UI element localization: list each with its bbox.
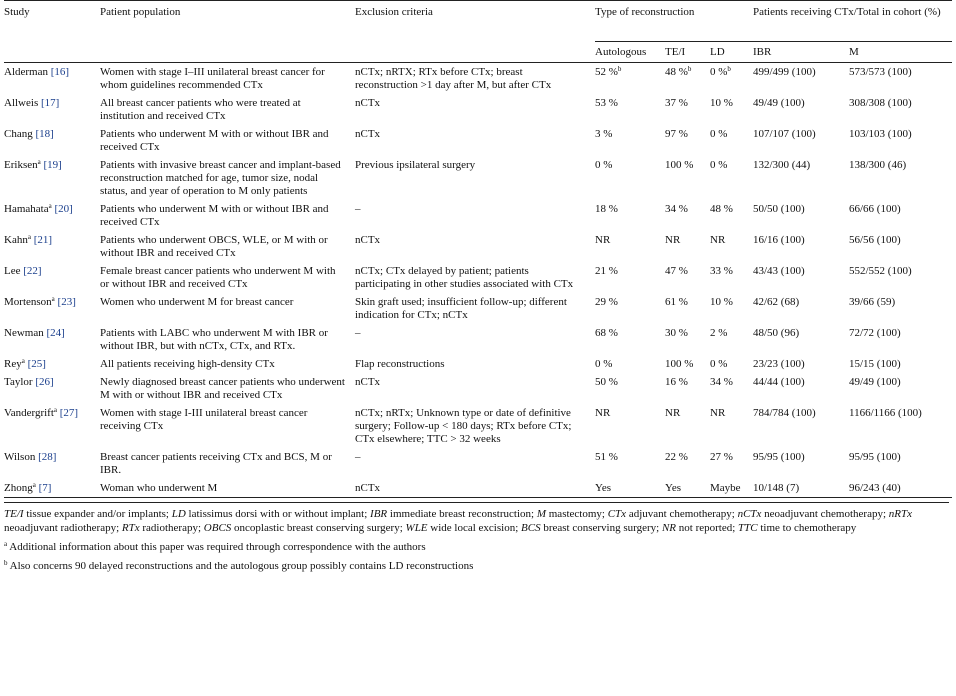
ld-cell bbox=[710, 63, 753, 95]
autologous-cell bbox=[595, 63, 665, 95]
abbr-definition: latissimus dorsi with or without implant; bbox=[188, 508, 368, 520]
tei-value: 48 % bbox=[665, 66, 688, 78]
table-row bbox=[4, 231, 952, 262]
ld-value: 10 % bbox=[710, 97, 733, 109]
ld-value: 0 % bbox=[710, 358, 728, 370]
abbr-definition: tissue expander and/or implants; bbox=[26, 508, 169, 520]
tei-cell bbox=[665, 262, 710, 293]
reference-link[interactable]: [26] bbox=[35, 376, 54, 388]
autologous-value: 68 % bbox=[595, 327, 618, 339]
m-cell: 573/573 (100) bbox=[849, 66, 912, 78]
autologous-value: 0 % bbox=[595, 358, 613, 370]
tei-cell bbox=[665, 355, 710, 373]
abbreviations bbox=[4, 503, 949, 535]
ibr-cell: 499/499 (100) bbox=[753, 66, 816, 78]
study-name: Alderman bbox=[4, 66, 48, 78]
population-cell: Patients who underwent OBCS, WLE, or M with or without IBR and received CTx bbox=[100, 234, 328, 259]
ibr-cell: 48/50 (96) bbox=[753, 327, 800, 339]
tei-cell bbox=[665, 231, 710, 262]
ibr-cell: 44/44 (100) bbox=[753, 376, 805, 388]
m-cell: 95/95 (100) bbox=[849, 451, 901, 463]
exclusion-cell: – bbox=[355, 451, 361, 463]
autologous-cell bbox=[595, 125, 665, 156]
abbr-term: LD bbox=[171, 508, 186, 520]
autologous-cell bbox=[595, 479, 665, 498]
reference-link[interactable]: [21] bbox=[33, 234, 53, 246]
tei-cell bbox=[665, 94, 710, 125]
study-cell bbox=[4, 231, 100, 262]
study-cell bbox=[4, 63, 100, 95]
exclusion-cell: nCTx; nRTx; Unknown type or date of definitive surgery; Follow-up < 180 days; RTx before CTx; CTx elsewhere; TTC > 32 weeks bbox=[355, 407, 572, 445]
ld-cell bbox=[710, 200, 753, 231]
ibr-cell: 16/16 (100) bbox=[753, 234, 805, 246]
autologous-cell bbox=[595, 156, 665, 200]
abbr-definition: time to chemotherapy bbox=[760, 522, 857, 534]
study-name: Lee bbox=[4, 265, 21, 277]
population-cell: Newly diagnosed breast cancer patients who underwent M with or without IBR and received CTx bbox=[100, 376, 345, 401]
exclusion-cell: nCTx bbox=[355, 234, 381, 246]
ld-cell bbox=[710, 479, 753, 498]
footnote-mark: a bbox=[32, 481, 36, 489]
abbr-term: RTx bbox=[121, 522, 140, 534]
reference-link[interactable]: [7] bbox=[38, 482, 52, 494]
population-cell: All patients receiving high-density CTx bbox=[100, 358, 275, 370]
ld-cell bbox=[710, 125, 753, 156]
tei-value: 47 % bbox=[665, 265, 688, 277]
tei-value: 30 % bbox=[665, 327, 688, 339]
study-cell bbox=[4, 355, 100, 373]
population-cell: Patients who underwent M with or without IBR and received CTx bbox=[100, 128, 329, 153]
exclusion-cell: nCTx bbox=[355, 482, 381, 494]
header-patients: Patients receiving CTx/Total in cohort (%) bbox=[753, 1, 952, 42]
footnote-mark: a bbox=[48, 202, 52, 210]
autologous-cell bbox=[595, 231, 665, 262]
header-exclusion: Exclusion criteria bbox=[355, 6, 433, 18]
study-cell bbox=[4, 156, 100, 200]
tei-cell bbox=[665, 63, 710, 95]
autologous-value: Yes bbox=[595, 482, 612, 494]
m-cell: 103/103 (100) bbox=[849, 128, 912, 140]
study-name: Vandergrift bbox=[4, 407, 54, 419]
ld-value: 0 % bbox=[710, 66, 728, 78]
table-row bbox=[4, 404, 952, 448]
header-m: M bbox=[849, 46, 859, 58]
ld-value: 33 % bbox=[710, 265, 733, 277]
ld-value: 10 % bbox=[710, 296, 733, 308]
table-row bbox=[4, 125, 952, 156]
abbr-definition: neoadjuvant chemotherapy; bbox=[764, 508, 887, 520]
footnote-mark: a bbox=[37, 158, 41, 166]
abbr-definition: radiotherapy; bbox=[142, 522, 202, 534]
population-cell: All breast cancer patients who were treated at institution and received CTx bbox=[100, 97, 301, 122]
table-row bbox=[4, 262, 952, 293]
m-cell: 552/552 (100) bbox=[849, 265, 912, 277]
ld-value: NR bbox=[710, 407, 726, 419]
study-cell bbox=[4, 125, 100, 156]
exclusion-cell: nCTx bbox=[355, 376, 381, 388]
ibr-cell: 784/784 (100) bbox=[753, 407, 816, 419]
autologous-value: 3 % bbox=[595, 128, 613, 140]
header-reconstruction: Type of reconstruction bbox=[595, 1, 753, 42]
study-name: Mortenson bbox=[4, 296, 52, 308]
autologous-cell bbox=[595, 404, 665, 448]
footnote-mark: b bbox=[727, 65, 731, 73]
autologous-value: 21 % bbox=[595, 265, 618, 277]
exclusion-cell: Flap reconstructions bbox=[355, 358, 445, 370]
footnote-mark: a bbox=[51, 295, 55, 303]
autologous-cell bbox=[595, 324, 665, 355]
abbr-definition: breast conserving surgery; bbox=[543, 522, 660, 534]
footnote-mark: a bbox=[27, 233, 31, 241]
tei-cell bbox=[665, 324, 710, 355]
reference-link[interactable]: [27] bbox=[59, 407, 79, 419]
study-cell bbox=[4, 200, 100, 231]
m-cell: 1166/1166 (100) bbox=[849, 407, 922, 419]
population-cell: Patients with LABC who underwent M with IBR or without IBR, but with nCTx, CTx, and RTx. bbox=[100, 327, 328, 352]
study-name: Wilson bbox=[4, 451, 36, 463]
abbr-definition: wide local excision; bbox=[430, 522, 519, 534]
tei-cell bbox=[665, 200, 710, 231]
header-ld: LD bbox=[710, 46, 725, 58]
abbr-definition: adjuvant chemotherapy; bbox=[628, 508, 735, 520]
table-row bbox=[4, 200, 952, 231]
autologous-value: 53 % bbox=[595, 97, 618, 109]
tei-value: 61 % bbox=[665, 296, 688, 308]
ibr-cell: 107/107 (100) bbox=[753, 128, 816, 140]
reference-link[interactable]: [17] bbox=[40, 97, 60, 109]
ibr-cell: 95/95 (100) bbox=[753, 451, 805, 463]
autologous-cell bbox=[595, 448, 665, 479]
exclusion-cell: – bbox=[355, 203, 361, 215]
ld-value: 2 % bbox=[710, 327, 728, 339]
study-cell bbox=[4, 479, 100, 498]
header-ibr: IBR bbox=[753, 46, 772, 58]
tei-value: 97 % bbox=[665, 128, 688, 140]
autologous-value: 50 % bbox=[595, 376, 618, 388]
tei-cell bbox=[665, 404, 710, 448]
ld-cell bbox=[710, 231, 753, 262]
exclusion-cell: nCTx bbox=[355, 128, 381, 140]
exclusion-cell: nCTx bbox=[355, 97, 381, 109]
ld-value: 0 % bbox=[710, 128, 728, 140]
ld-cell bbox=[710, 262, 753, 293]
abbr-term: M bbox=[536, 508, 546, 520]
tei-cell bbox=[665, 125, 710, 156]
header-tei: TE/I bbox=[665, 46, 686, 58]
table-row bbox=[4, 479, 952, 498]
abbr-term: OBCS bbox=[203, 522, 232, 534]
population-cell: Women who underwent M for breast cancer bbox=[100, 296, 294, 308]
ld-cell bbox=[710, 94, 753, 125]
abbr-definition: oncoplastic breast conserving surgery; bbox=[234, 522, 403, 534]
ld-cell bbox=[710, 448, 753, 479]
abbr-definition: immediate breast reconstruction; bbox=[389, 508, 535, 520]
studies-table bbox=[4, 0, 952, 498]
header-population: Patient population bbox=[100, 6, 181, 18]
ibr-cell: 43/43 (100) bbox=[753, 265, 805, 277]
table-footer bbox=[4, 502, 949, 573]
ld-value: NR bbox=[710, 234, 726, 246]
table-row bbox=[4, 324, 952, 355]
ld-value: 27 % bbox=[710, 451, 733, 463]
table-row bbox=[4, 448, 952, 479]
study-name: Hamahata bbox=[4, 203, 49, 215]
study-cell bbox=[4, 373, 100, 404]
ld-cell bbox=[710, 373, 753, 404]
reference-link[interactable]: [28] bbox=[38, 451, 57, 463]
ld-value: Maybe bbox=[710, 482, 741, 494]
reference-link[interactable]: [24] bbox=[46, 327, 65, 339]
autologous-value: 0 % bbox=[595, 159, 613, 171]
ld-value: 0 % bbox=[710, 159, 728, 171]
population-cell: Women with stage I-III unilateral breast cancer receiving CTx bbox=[100, 407, 308, 432]
reference-link[interactable]: [25] bbox=[27, 358, 46, 370]
reference-link[interactable]: [18] bbox=[35, 128, 54, 140]
abbr-definition: not reported; bbox=[678, 522, 736, 534]
m-cell: 308/308 (100) bbox=[849, 97, 912, 109]
autologous-cell bbox=[595, 262, 665, 293]
table-row bbox=[4, 63, 952, 95]
exclusion-cell: Skin graft used; insufficient follow-up; different indication for CTx; nCTx bbox=[355, 296, 567, 321]
tei-cell bbox=[665, 448, 710, 479]
tei-value: 34 % bbox=[665, 203, 688, 215]
abbr-term: IBR bbox=[370, 508, 388, 520]
tei-cell bbox=[665, 293, 710, 324]
abbr-term: nCTx bbox=[737, 508, 762, 520]
abbr-term: NR bbox=[661, 522, 677, 534]
reference-link[interactable]: [19] bbox=[43, 159, 62, 171]
header-study: Study bbox=[4, 6, 30, 18]
footnote-a: $^a$ Additional information about this paper was required through correspondence with the authors bbox=[4, 540, 426, 553]
abbr-term: TE/I bbox=[4, 508, 24, 520]
study-name: Allweis bbox=[4, 97, 39, 109]
autologous-value: 29 % bbox=[595, 296, 618, 308]
m-cell: 56/56 (100) bbox=[849, 234, 901, 246]
m-cell: 39/66 (59) bbox=[849, 296, 896, 308]
ibr-cell: 10/148 (7) bbox=[753, 482, 800, 494]
m-cell: 72/72 (100) bbox=[849, 327, 901, 339]
population-cell: Women with stage I–III unilateral breast cancer for whom guidelines recommended CTx bbox=[100, 66, 325, 91]
study-cell bbox=[4, 404, 100, 448]
table-row bbox=[4, 156, 952, 200]
abbr-term: TTC bbox=[738, 522, 758, 534]
header-autologous: Autologous bbox=[595, 46, 647, 58]
footnote-mark: a bbox=[21, 357, 25, 365]
tei-value: 37 % bbox=[665, 97, 688, 109]
abbr-term: WLE bbox=[405, 522, 428, 534]
abbr-term: nRTx bbox=[888, 508, 913, 520]
footnote-mark: a bbox=[53, 406, 58, 414]
autologous-value: NR bbox=[595, 234, 611, 246]
population-cell: Patients who underwent M with or without IBR and received CTx bbox=[100, 203, 329, 228]
autologous-value: 51 % bbox=[595, 451, 618, 463]
study-name: Chang bbox=[4, 128, 33, 140]
study-cell bbox=[4, 324, 100, 355]
exclusion-cell: nCTx; nRTX; RTx before CTx; breast reconstruction >1 day after M, but after CTx bbox=[355, 66, 552, 91]
table-row bbox=[4, 293, 952, 324]
population-cell: Female breast cancer patients who underwent M with or without IBR and received CTx bbox=[100, 265, 336, 290]
ibr-cell: 132/300 (44) bbox=[753, 159, 811, 171]
tei-value: Yes bbox=[665, 482, 682, 494]
study-name: Eriksen bbox=[4, 159, 38, 171]
ld-cell bbox=[710, 404, 753, 448]
ld-cell bbox=[710, 156, 753, 200]
abbr-term: CTx bbox=[607, 508, 627, 520]
reference-link[interactable]: [20] bbox=[54, 203, 73, 215]
ibr-cell: 23/23 (100) bbox=[753, 358, 805, 370]
tei-value: 100 % bbox=[665, 159, 694, 171]
autologous-cell bbox=[595, 94, 665, 125]
table-row bbox=[4, 373, 952, 404]
study-name: Zhong bbox=[4, 482, 33, 494]
ld-value: 34 % bbox=[710, 376, 733, 388]
abbr-definition: neoadjuvant radiotherapy; bbox=[4, 522, 120, 534]
reference-link[interactable]: [22] bbox=[23, 265, 42, 277]
study-name: Kahn bbox=[4, 234, 28, 246]
study-name: Taylor bbox=[4, 376, 33, 388]
population-cell: Woman who underwent M bbox=[100, 482, 218, 494]
study-cell bbox=[4, 94, 100, 125]
ld-cell bbox=[710, 324, 753, 355]
m-cell: 96/243 (40) bbox=[849, 482, 901, 494]
ld-cell bbox=[710, 293, 753, 324]
exclusion-cell: nCTx; CTx delayed by patient; patients participating in other studies associated with CTx bbox=[355, 265, 574, 290]
m-cell: 138/300 (46) bbox=[849, 159, 907, 171]
exclusion-cell: – bbox=[355, 327, 361, 339]
study-name: Rey bbox=[4, 358, 22, 370]
tei-value: 100 % bbox=[665, 358, 694, 370]
ibr-cell: 49/49 (100) bbox=[753, 97, 805, 109]
footnote-mark: b bbox=[687, 65, 692, 73]
tei-value: 16 % bbox=[665, 376, 688, 388]
footnote-b: $^b$ Also concerns 90 delayed reconstructions and the autologous group possibly contains LD reconstructions bbox=[4, 559, 474, 572]
ld-value: 48 % bbox=[710, 203, 733, 215]
abbr-term: BCS bbox=[521, 522, 541, 534]
m-cell: 49/49 (100) bbox=[849, 376, 901, 388]
ibr-cell: 50/50 (100) bbox=[753, 203, 805, 215]
autologous-cell bbox=[595, 373, 665, 404]
study-cell bbox=[4, 293, 100, 324]
study-name: Newman bbox=[4, 327, 44, 339]
reference-link[interactable]: [23] bbox=[57, 296, 76, 308]
autologous-value: 52 % bbox=[595, 66, 618, 78]
tei-cell bbox=[665, 373, 710, 404]
tei-cell bbox=[665, 156, 710, 200]
autologous-value: 18 % bbox=[595, 203, 618, 215]
population-cell: Breast cancer patients receiving CTx and BCS, M or IBR. bbox=[100, 451, 332, 476]
autologous-cell bbox=[595, 293, 665, 324]
tei-cell bbox=[665, 479, 710, 498]
table-row bbox=[4, 94, 952, 125]
study-cell bbox=[4, 448, 100, 479]
m-cell: 66/66 (100) bbox=[849, 203, 901, 215]
tei-value: 22 % bbox=[665, 451, 688, 463]
tei-value: NR bbox=[665, 407, 681, 419]
m-cell: 15/15 (100) bbox=[849, 358, 901, 370]
ibr-cell: 42/62 (68) bbox=[753, 296, 800, 308]
autologous-cell bbox=[595, 355, 665, 373]
exclusion-cell: Previous ipsilateral surgery bbox=[355, 159, 476, 171]
footnote-mark: b bbox=[617, 65, 622, 73]
abbr-definition: mastectomy; bbox=[548, 508, 605, 520]
population-cell: Patients with invasive breast cancer and implant-based reconstruction matched for age, tumor size, nodal status, and year of operation to M only patients bbox=[100, 159, 341, 197]
reference-link[interactable]: [16] bbox=[50, 66, 70, 78]
tei-value: NR bbox=[665, 234, 681, 246]
autologous-value: NR bbox=[595, 407, 611, 419]
autologous-cell bbox=[595, 200, 665, 231]
ld-cell bbox=[710, 355, 753, 373]
table-row bbox=[4, 355, 952, 373]
study-cell bbox=[4, 262, 100, 293]
